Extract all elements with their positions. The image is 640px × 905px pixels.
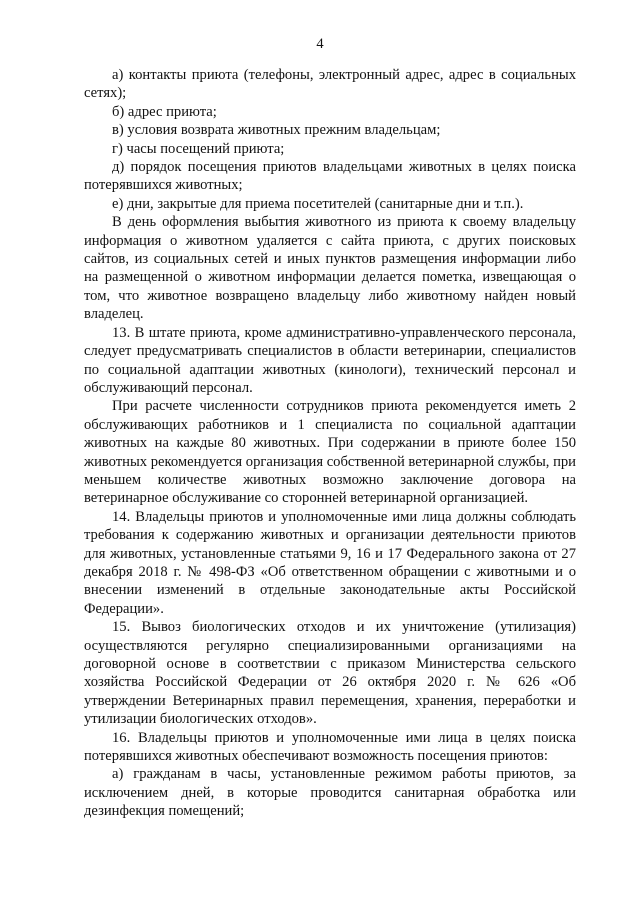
paragraph-16-visits: 16. Владельцы приютов и уполномоченные ими лица в целях поиска потерявшихся животных обеспечивают возможность посещения приютов: (84, 729, 576, 765)
paragraph-staff-calculation: При расчете численности сотрудников приюта рекомендуется иметь 2 обслуживающих работников и 1 специалиста по социальной адаптации животных на каждые 80 животных. При содержании в приюте более 150 животных рекомендуется организация собственной ветеринарной службы, при меньшем количестве животных возможно заключение договора на ветеринарное обслуживание со сторонней ветеринарной организацией. (84, 398, 576, 507)
paragraph-closed-days: е) дни, закрытые для приема посетителей (санитарные дни и т.п.). (112, 195, 524, 212)
document-body (84, 66, 576, 821)
paragraph-citizens-visits: а) гражданам в часы, установленные режимом работы приютов, за исключением дней, в которые проводится санитарная обработка или дезинфекция помещений; (84, 766, 576, 820)
page-number: 4 (316, 36, 324, 52)
paragraph-visit-procedure: д) порядок посещения приютов владельцами животных в целях поиска потерявшихся животных; (84, 159, 576, 194)
paragraph-visiting-hours: г) часы посещений приюта; (112, 140, 285, 157)
paragraph-contacts: а) контакты приюта (телефоны, электронный адрес, адрес в социальных сетях); (84, 67, 576, 102)
paragraph-return-conditions: в) условия возврата животных прежним владельцам; (112, 122, 441, 139)
paragraph-14-requirements: 14. Владельцы приютов и уполномоченные ими лица должны соблюдать требования к содержанию животных и организации деятельности приютов для животных, установленные статьями 9, 16 и 17 Федерального закона от 27 декабря 2018 г. № 498-ФЗ «Об ответственном обращении с животными и о внесении изменений в отдельные законодательные акты Российской Федерации». (84, 508, 576, 617)
paragraph-13-staff: 13. В штате приюта, кроме административно-управленческого персонала, следует предусматривать специалистов в области ветеринарии, специалистов по социальной адаптации животных (кинологи), технический персонал и обслуживающий персонал. (84, 324, 576, 396)
paragraph-address: б) адрес приюта; (112, 103, 217, 120)
paragraph-15-bio-waste: 15. Вывоз биологических отходов и их уничтожение (утилизация) осуществляются регулярно специализированными организациями на договорной основе в соответствии с приказом Министерства сельского хозяйства Российской Федерации от 26 октября 2020 г. № 626 «Об утверждении Ветеринарных правил перемещения, хранения, переработки и утилизации биологических отходов». (84, 619, 576, 728)
paragraph-info-removal: В день оформления выбытия животного из приюта к своему владельцу информация о животном удаляется с сайта приюта, с других поисковых сайтов, из социальных сетей и иных пунктов размещения информации либо на размещенной о животном информации делается пометка, извещающая о том, что животное возвращено владельцу либо животному найден новый владелец. (84, 214, 576, 323)
